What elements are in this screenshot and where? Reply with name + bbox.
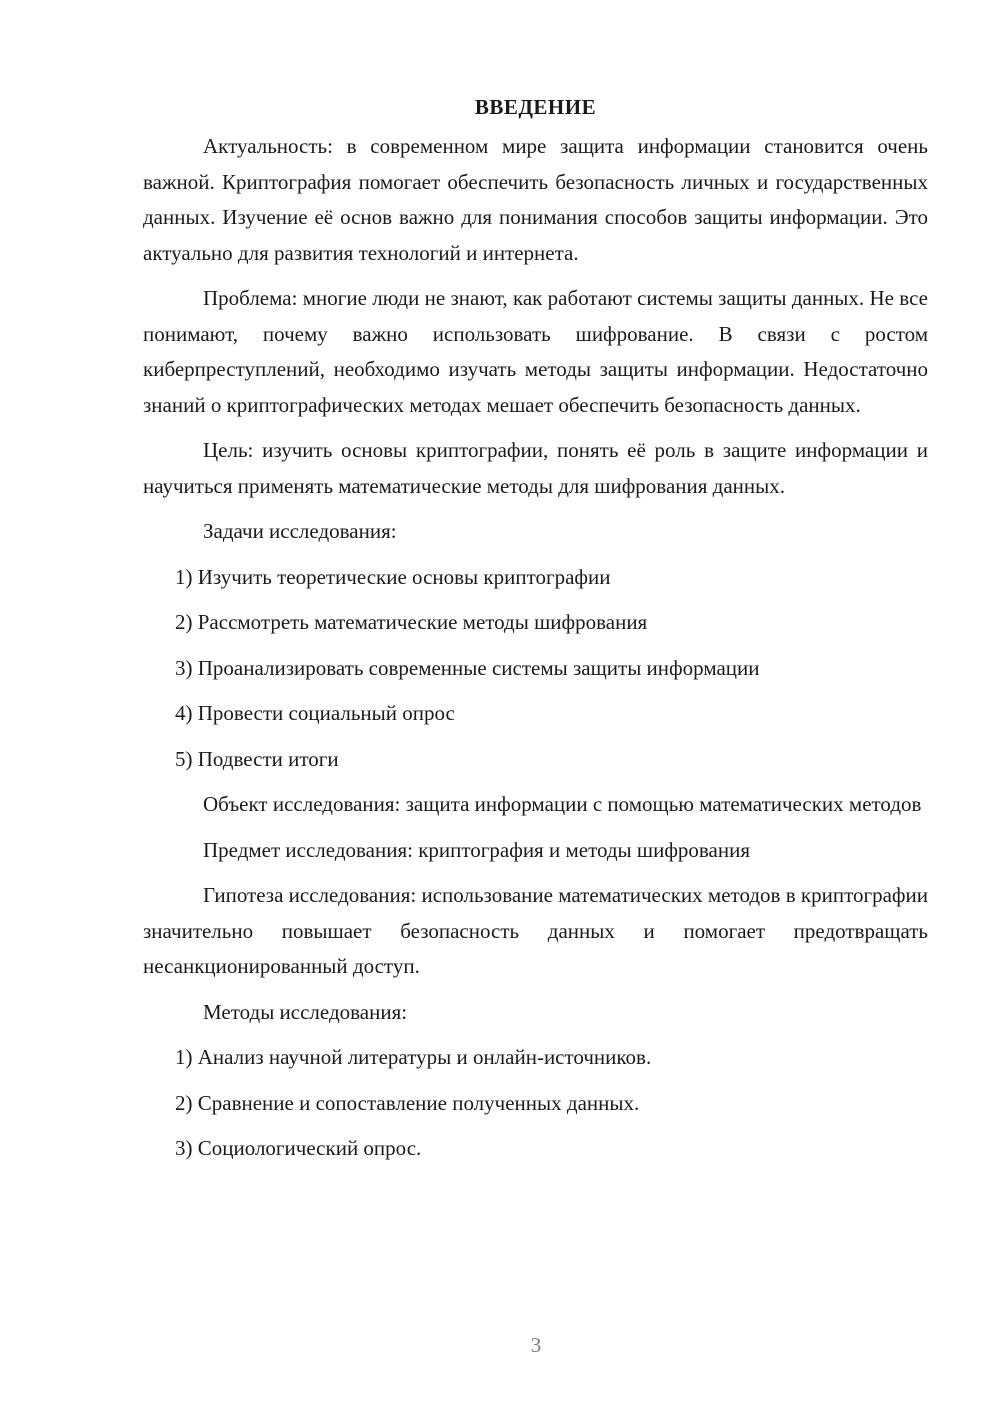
list-item: 3) Социологический опрос. xyxy=(175,1136,422,1160)
list-item: 2) Сравнение и сопоставление полученных данных. xyxy=(175,1090,640,1115)
problem-paragraph: Проблема: многие люди не знают, как работают системы защиты данных. Не все понимают, почему важно использовать шифрование. В связи с ростом киберпреступлений, необходимо изучать методы защиты информации. Недостаточно знаний о криптографических методах мешает обеспечить безопасность данных. xyxy=(143,286,928,417)
list-item: 4) Провести социальный опрос xyxy=(175,701,455,725)
list-item: 5) Подвести итоги xyxy=(175,746,339,771)
list-item: 1) Анализ научной литературы и онлайн-источников. xyxy=(175,1045,652,1069)
list-item: 1) Изучить теоретические основы криптографии xyxy=(175,564,611,589)
page-title: ВВЕДЕНИЕ xyxy=(474,95,597,119)
methods-heading: Методы исследования: xyxy=(203,999,408,1024)
relevance-paragraph: Актуальность: в современном мире защита информации становится очень важной. Криптография помогает обеспечить безопасность личных и государственных данных. Изучение её основ важно для понимания способов защиты информации. Это актуально для развития технологий и интернета. xyxy=(143,134,928,265)
subject-line: Предмет исследования: криптография и методы шифрования xyxy=(203,837,751,862)
tasks-list xyxy=(143,560,928,778)
goal-paragraph: Цель: изучить основы криптографии, понять её роль в защите информации и научиться применять математические методы для шифрования данных. xyxy=(143,438,928,498)
document-page xyxy=(143,90,928,1177)
methods-list xyxy=(143,1040,928,1167)
page-number: 3 xyxy=(530,1333,542,1357)
hypothesis-paragraph: Гипотеза исследования: использование математических методов в криптографии значительно повышает безопасность данных и помогает предотвращать несанкционированный доступ. xyxy=(143,883,928,978)
tasks-heading: Задачи исследования: xyxy=(203,519,397,543)
object-paragraph: Объект исследования: защита информации с помощью математических методов xyxy=(203,792,922,816)
list-item: 3) Проанализировать современные системы защиты информации xyxy=(175,655,760,680)
list-item: 2) Рассмотреть математические методы шифрования xyxy=(175,610,648,634)
